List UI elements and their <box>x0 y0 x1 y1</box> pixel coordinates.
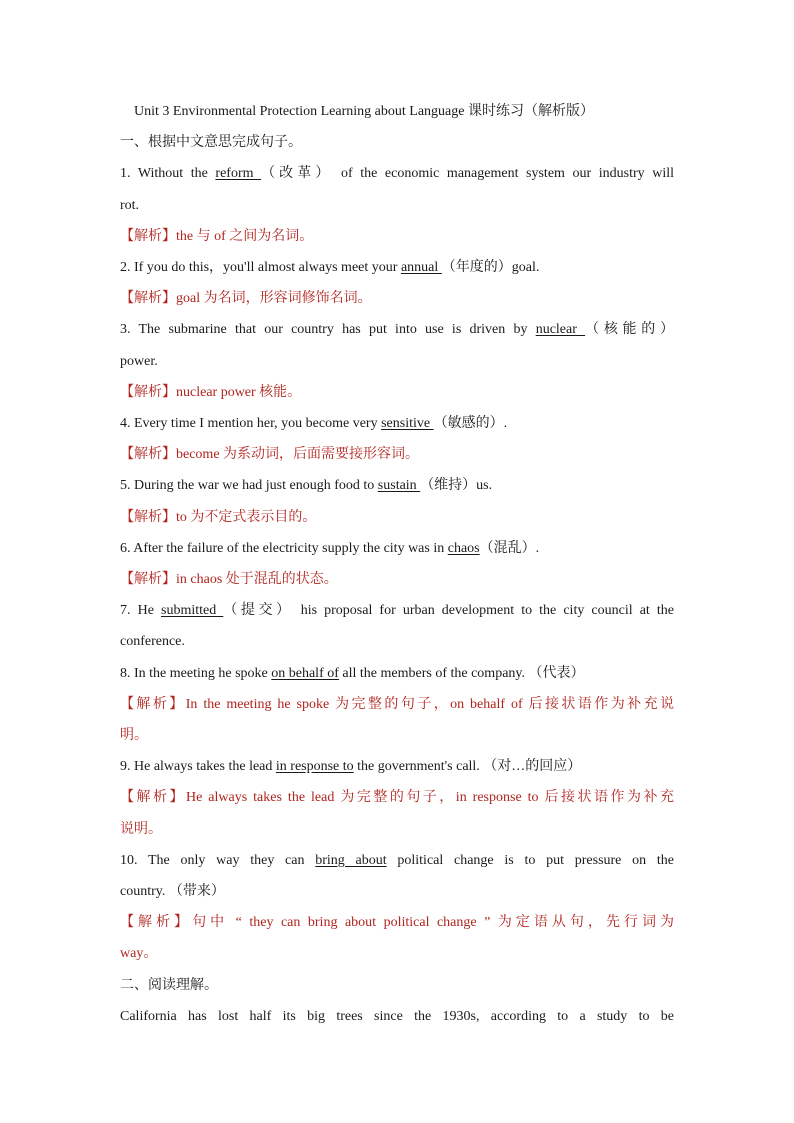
answer-4: sensitive <box>381 416 434 432</box>
worksheet-content <box>120 96 674 1032</box>
answer-6: chaos <box>447 540 480 556</box>
analysis-10-cont: way。 <box>120 946 158 962</box>
question-9: 9. He always takes the lead in response to the government's call. （对…的回应） <box>120 759 582 775</box>
question-10-cont: country. （带来） <box>120 884 225 900</box>
answer-1: reform <box>215 166 262 182</box>
section-heading-1: 一、根据中文意思完成句子。 <box>120 134 302 151</box>
question-1-cont: rot. <box>120 197 140 213</box>
answer-3: nuclear <box>535 322 586 338</box>
section-heading-2: 二、阅读理解。 <box>120 976 218 993</box>
answer-5: sustain <box>377 478 421 494</box>
answer-2: annual <box>400 260 442 276</box>
analysis-3: 【解析】nuclear power 核能。 <box>120 383 302 400</box>
analysis-6: 【解析】in chaos 处于混乱的状态。 <box>120 571 338 588</box>
analysis-8: 【解析】In the meeting he spoke 为完整的句子，on behalf of 后接状语作为补充说 <box>120 695 674 712</box>
analysis-4: 【解析】become 为系动词，后面需要接形容词。 <box>120 446 420 463</box>
answer-9: in response to <box>275 759 354 775</box>
question-1: 1. Without the reform （改革） of the economic management system our industry will <box>120 166 674 182</box>
question-10: 10. The only way they can bring about political change is to put pressure on the <box>120 852 674 868</box>
page-title: Unit 3 Environmental Protection Learning about Language 课时练习（解析版） <box>134 104 594 119</box>
analysis-8-cont: 明。 <box>120 728 148 744</box>
question-8: 8. In the meeting he spoke on behalf of all the members of the company. （代表） <box>120 665 585 681</box>
analysis-9-cont: 说明。 <box>120 821 162 837</box>
analysis-5: 【解析】to 为不定式表示目的。 <box>120 508 317 525</box>
analysis-9: 【解析】He always takes the lead 为完整的句子，in response to 后接状语作为补充 <box>120 789 674 806</box>
answer-7: submitted <box>161 603 224 619</box>
analysis-10: 【解析】句中 “ they can bring about political change ” 为定语从句，先行词为 <box>120 914 674 931</box>
question-5: 5. During the war we had just enough food to sustain （维持）us. <box>120 478 493 494</box>
answer-8: on behalf of <box>271 665 339 681</box>
question-7-cont: conference. <box>120 634 185 650</box>
question-4: 4. Every time I mention her, you become very sensitive （敏感的）. <box>120 416 508 432</box>
question-2: 2. If you do this，you'll almost always meet your annual （年度的）goal. <box>120 260 540 276</box>
question-6: 6. After the failure of the electricity supply the city was in chaos（混乱）. <box>120 540 540 556</box>
question-3: 3. The submarine that our country has put into use is driven by nuclear （核能的） <box>120 322 674 338</box>
analysis-1: 【解析】the 与 of 之间为名词。 <box>120 227 314 244</box>
answer-10: bring about <box>315 852 387 868</box>
question-3-cont: power. <box>120 353 158 369</box>
question-7: 7. He submitted （提交） his proposal for urban development to the city council at the <box>120 603 674 619</box>
reading-passage-line: California has lost half its big trees since the 1930s, according to a study to be <box>120 1008 674 1024</box>
analysis-2: 【解析】goal 为名词，形容词修饰名词。 <box>120 290 372 307</box>
